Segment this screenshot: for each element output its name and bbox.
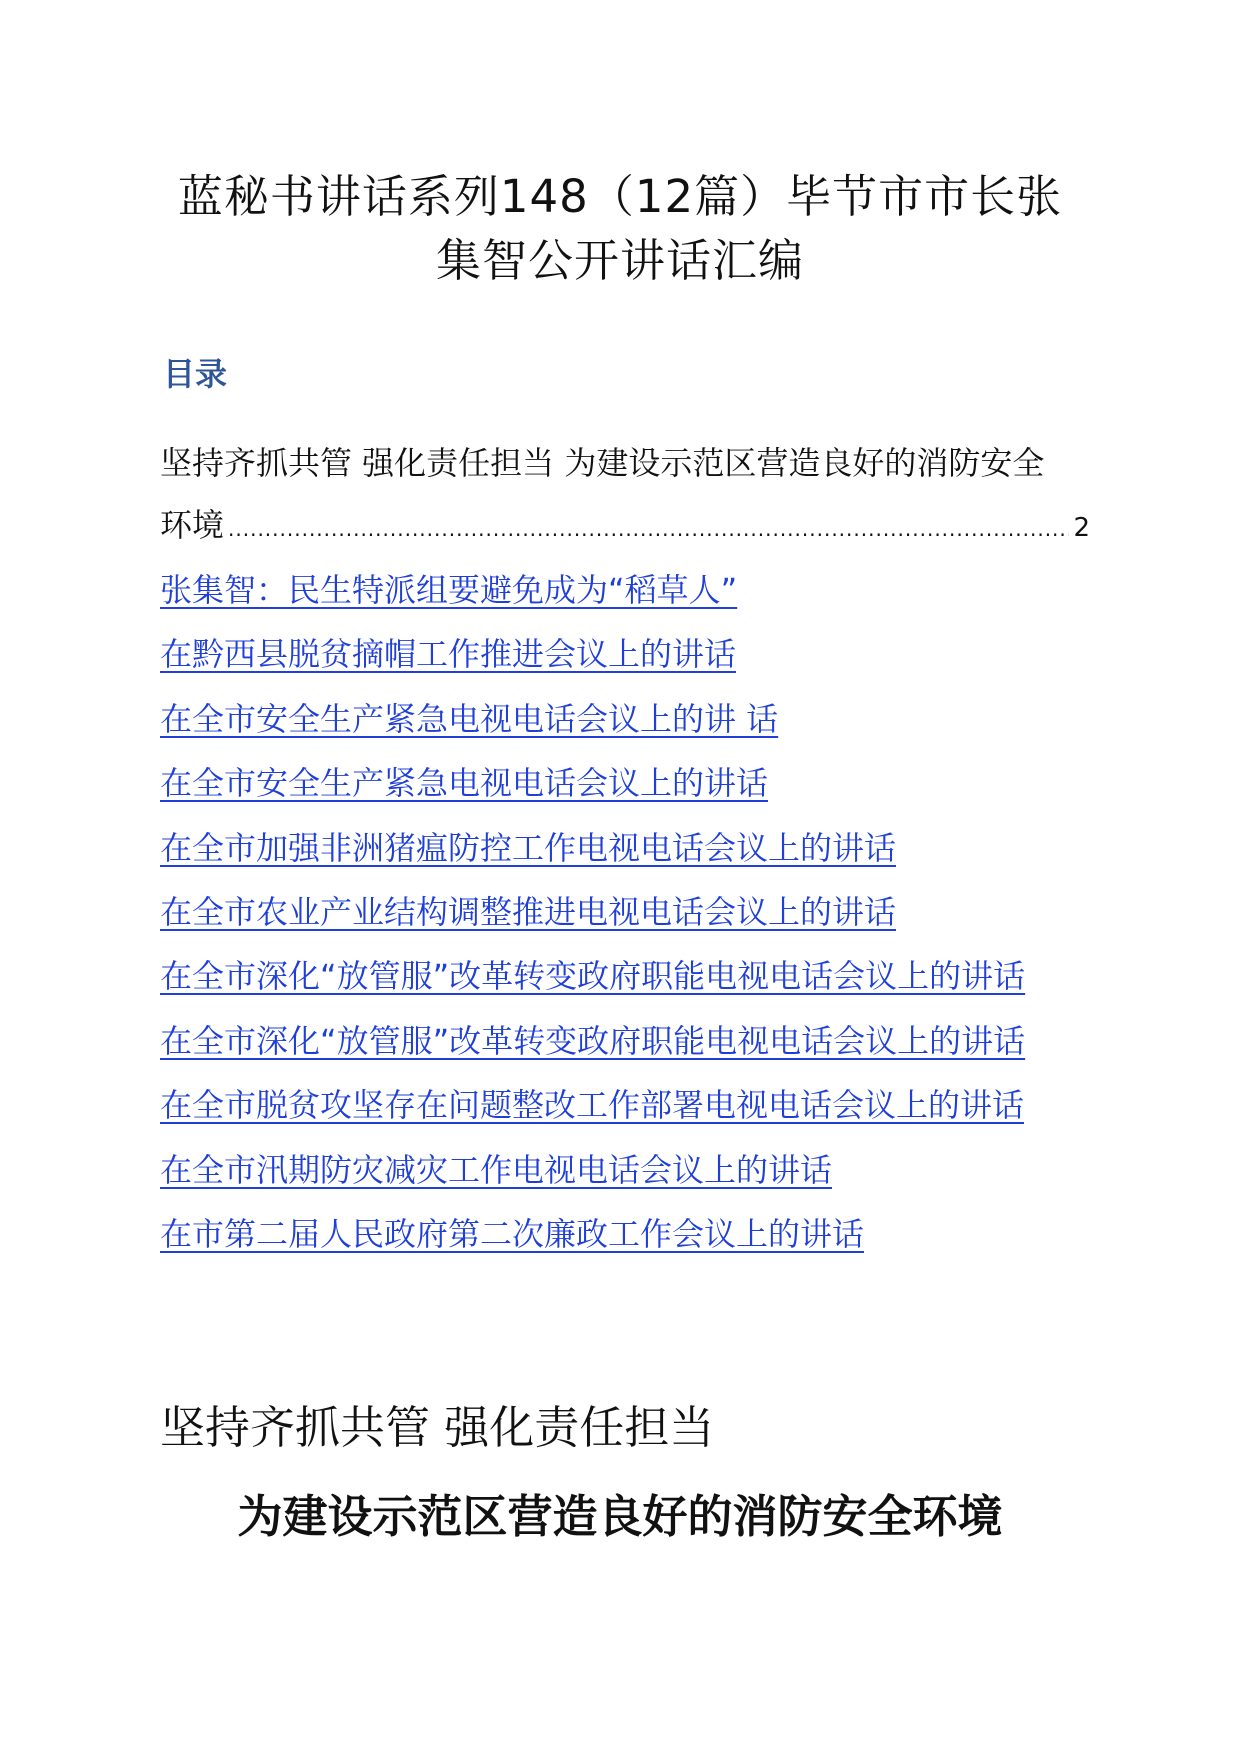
toc-link[interactable]: 在全市深化“放管服”改革转变政府职能电视电话会议上的讲话 bbox=[160, 1021, 1026, 1060]
toc-link[interactable]: 在黔西县脱贫摘帽工作推进会议上的讲话 bbox=[160, 635, 737, 674]
document-title-line1: 蓝秘书讲话系列148（12篇）毕节市市长张 bbox=[177, 170, 1063, 223]
toc-entry-first-line2-row bbox=[160, 494, 1090, 560]
section-title: 坚持齐抓共管 强化责任担当 bbox=[160, 1401, 715, 1454]
toc-link[interactable]: 在全市深化“放管服”改革转变政府职能电视电话会议上的讲话 bbox=[160, 957, 1026, 996]
toc-entry-first[interactable] bbox=[160, 432, 1090, 560]
toc-link[interactable]: 张集智：民生特派组要避免成为“稻草人” bbox=[160, 571, 738, 609]
toc-link-list bbox=[160, 558, 1100, 1266]
toc-link[interactable]: 在全市汛期防灾减灾工作电视电话会议上的讲话 bbox=[160, 1150, 833, 1189]
section-subtitle: 为建设示范区营造良好的消防安全环境 bbox=[237, 1490, 1003, 1543]
toc-link[interactable]: 在全市脱贫攻坚存在问题整改工作部署电视电话会议上的讲话 bbox=[160, 1086, 1025, 1125]
document-title bbox=[120, 165, 1120, 293]
toc-link[interactable]: 在全市安全生产紧急电视电话会议上的讲话 bbox=[160, 764, 769, 803]
toc-heading: 目录 bbox=[163, 355, 228, 393]
toc-link[interactable]: 在全市农业产业结构调整推进电视电话会议上的讲话 bbox=[160, 893, 897, 932]
toc-link[interactable]: 在市第二届人民政府第二次廉政工作会议上的讲话 bbox=[160, 1215, 865, 1254]
toc-link[interactable]: 在全市安全生产紧急电视电话会议上的讲 话 bbox=[160, 699, 779, 738]
toc-page-number: 2 bbox=[1073, 513, 1090, 543]
toc-dot-leader bbox=[228, 498, 1069, 560]
toc-entry-first-line1: 坚持齐抓共管 强化责任担当 为建设示范区营造良好的消防安全 bbox=[160, 444, 1045, 482]
toc-link[interactable]: 在全市加强非洲猪瘟防控工作电视电话会议上的讲话 bbox=[160, 828, 897, 867]
document-title-line2: 集智公开讲话汇编 bbox=[435, 234, 804, 287]
toc-entry-first-line2: 环境 bbox=[160, 506, 225, 544]
